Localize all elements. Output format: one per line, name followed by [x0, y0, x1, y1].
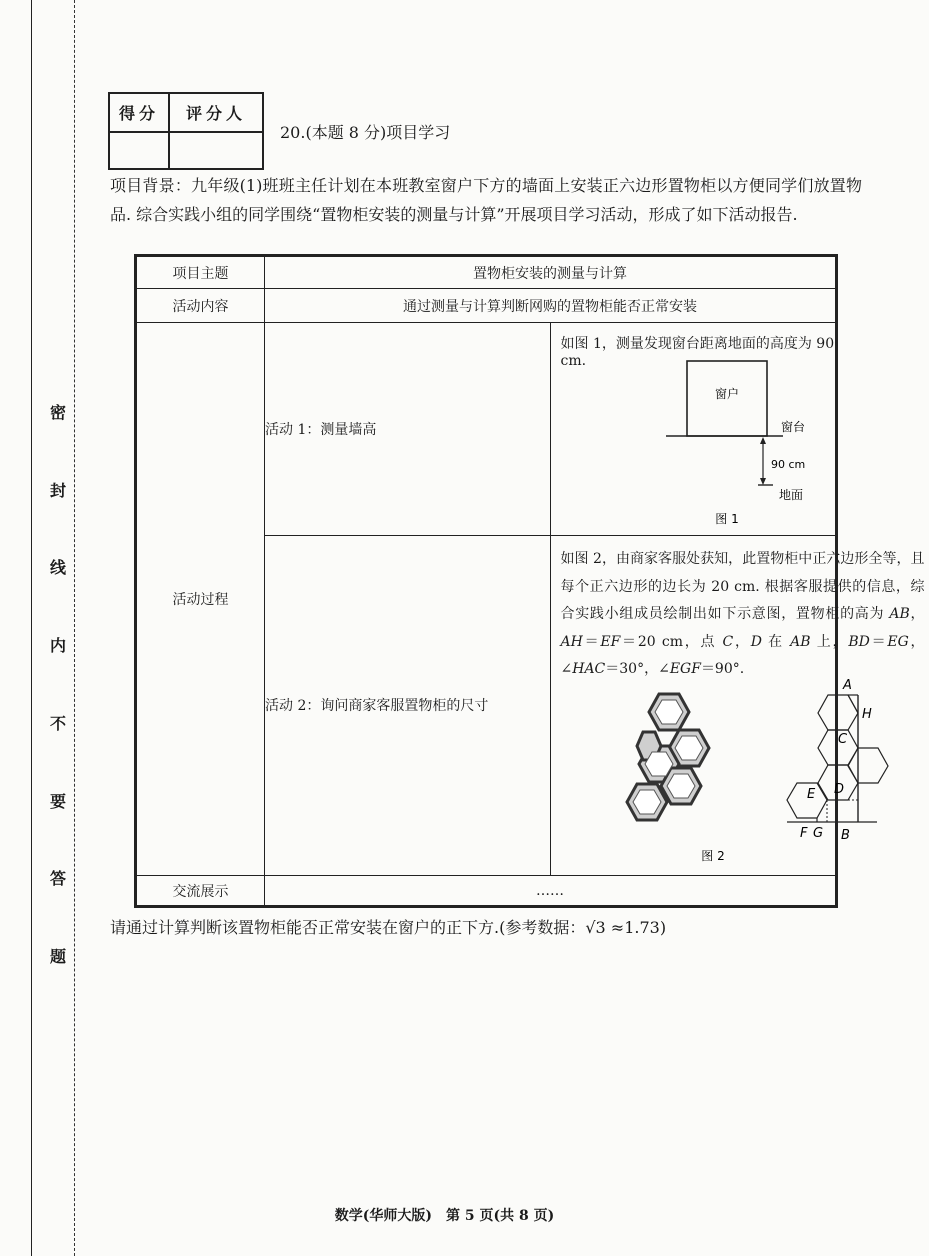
- activity1-description: 如图 1，测量发现窗台距离地面的高度为 90 cm.: [560, 336, 835, 369]
- background-paragraph: 项目背景：九年级(1)班班主任计划在本班教室窗户下方的墙面上安装正六边形置物柜以方便同学们放置物品. 综合实践小组的同学围绕“置物柜安装的测量与计算”开展项目学习活动，形成了如下活动报告.: [110, 176, 862, 224]
- schematic-hexagons: [787, 695, 888, 818]
- height-label: 90 cm: [770, 458, 805, 471]
- activity1-cell: [550, 323, 836, 536]
- point-A: A: [842, 678, 852, 693]
- grader-input[interactable]: [169, 132, 263, 169]
- figure-1-caption: 图 1: [714, 512, 739, 526]
- margin-char: 不: [49, 713, 66, 733]
- row-label-content: 活动内容: [137, 289, 265, 323]
- row-label-process: 活动过程: [137, 323, 265, 876]
- figure-2-caption: 图 2: [700, 849, 725, 863]
- margin-char: 密: [49, 403, 66, 422]
- row-value-content: 通过测量与计算判断网购的置物柜能否正常安装: [265, 289, 836, 323]
- point-D: D: [833, 782, 844, 797]
- point-E: E: [806, 787, 815, 802]
- score-input[interactable]: [109, 132, 169, 169]
- page-footer: 数学(华师大版) 第 5 页(共 8 页): [334, 1208, 555, 1224]
- margin-char: 答: [49, 869, 66, 889]
- segment-AH: [848, 695, 858, 713]
- margin-char: 题: [49, 946, 66, 966]
- margin-char: 封: [49, 480, 66, 500]
- activity-report-table: [136, 256, 925, 906]
- activity2-description: 如图 2，由商家客服处获知，此置物柜中正六边形全等，且每个正六边形的边长为 20 cm. 根据客服提供的信息，综合实践小组成员绘制出如下示意图，置物柜的高为 AB，AH＝EF＝20 cm，点 C，D 在 AB 上，BD＝EG，∠HAC＝30°，∠EGF＝90°.: [560, 551, 925, 677]
- binding-line-dashed: [74, 0, 75, 1256]
- height-arrow-bottom: [760, 478, 766, 485]
- activity2-name: 活动 2：询问商家客服置物柜的尺寸: [265, 536, 551, 876]
- row-label-topic: 项目主题: [137, 257, 265, 289]
- figure-2: [551, 536, 929, 874]
- point-H: H: [861, 707, 872, 722]
- sill-label: 窗台: [780, 420, 805, 434]
- question-title: 20.(本题 8 分)项目学习: [280, 123, 451, 142]
- margin-char: 线: [49, 558, 66, 578]
- figure-1: [551, 323, 929, 534]
- margin-char: 要: [49, 791, 66, 811]
- binding-margin-note: [48, 405, 68, 965]
- window-label: 窗户: [714, 387, 739, 401]
- point-C: C: [837, 732, 847, 747]
- point-F: F: [799, 826, 807, 841]
- row-label-share: 交流展示: [137, 876, 265, 906]
- ground-label: 地面: [778, 488, 803, 502]
- point-B: B: [840, 828, 850, 843]
- question-prompt: 请通过计算判断该置物柜能否正常安装在窗户的正下方.(参考数据：√3 ≈1.73): [110, 918, 667, 937]
- row-value-topic: 置物柜安装的测量与计算: [265, 257, 836, 289]
- margin-char: 内: [49, 636, 66, 656]
- height-arrow-top: [760, 437, 766, 444]
- score-box: [108, 92, 264, 170]
- grader-label: 评分人: [169, 93, 263, 132]
- binding-line-outer: [31, 0, 32, 1256]
- activity1-name: 活动 1：测量墙高: [265, 323, 551, 536]
- score-label: 得分: [109, 93, 169, 132]
- point-G: G: [812, 826, 823, 841]
- activity2-cell: [550, 536, 925, 876]
- row-value-share: ……: [265, 876, 836, 906]
